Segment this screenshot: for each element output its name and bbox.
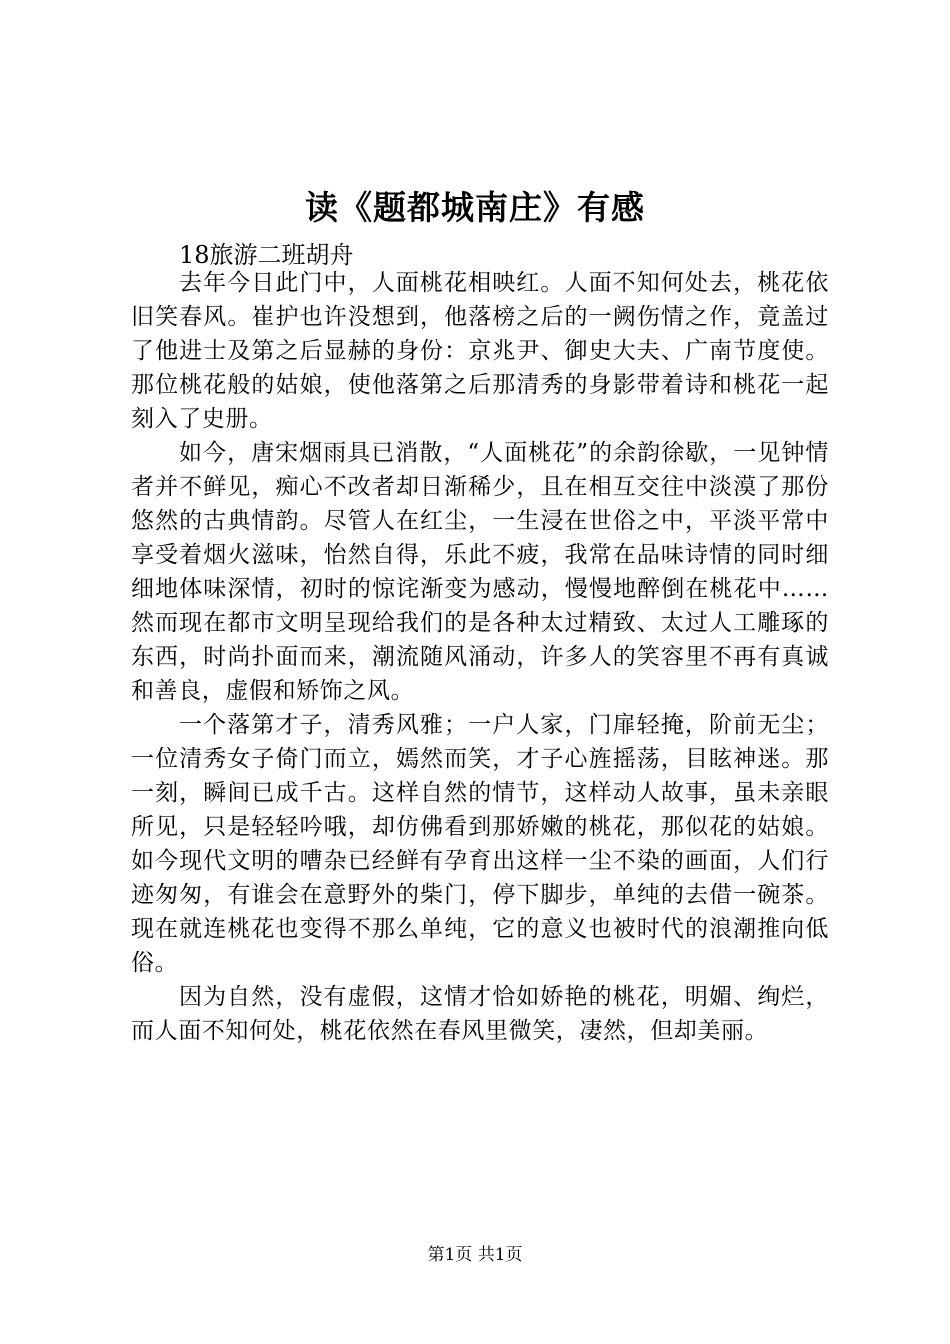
paragraph-4: 因为自然，没有虚假，这情才恰如娇艳的桃花，明媚、绚烂，而人面不知何处，桃花依然在春风里微笑，凄然，但却美丽。 bbox=[131, 984, 829, 1044]
paragraph-3: 一个落第才子，清秀风雅；一户人家，门扉轻掩，阶前无尘；一位清秀女子倚门而立，嫣然而笑，才子心旌摇荡，目眩神迷。那一刻，瞬间已成千古。这样自然的情节，这样动人故事，虽未亲眼所见，只是轻轻吟哦，却仿佛看到那娇嫩的桃花，那似花的姑娘。如今现代文明的嘈杂已经鲜有孕育出这样一尘不染的画面，人们行迹匆匆，有谁会在意野外的柴门，停下脚步，单纯的去借一碗茶。现在就连桃花也变得不那么单纯，它的意义也被时代的浪潮推向低俗。 bbox=[131, 712, 829, 976]
document-title: 读《题都城南庄》有感 bbox=[305, 188, 645, 227]
page-footer: 第1页 共1页 bbox=[427, 1245, 523, 1265]
document-body bbox=[131, 266, 829, 1048]
author-line: 18旅游二班胡舟 bbox=[179, 241, 354, 269]
paragraph-1: 去年今日此门中，人面桃花相映红。人面不知何处去，桃花依旧笑春风。崔护也许没想到，他落榜之后的一阙伤情之作，竟盖过了他进士及第之后显赫的身份：京兆尹、御史大夫、广南节度使。那位桃花般的姑娘，使他落第之后那清秀的身影带着诗和桃花一起刻入了史册。 bbox=[131, 270, 829, 432]
paragraph-2: 如今，唐宋烟雨具已消散，“人面桃花”的余韵徐歇，一见钟情者并不鲜见，痴心不改者却日渐稀少，且在相互交往中淡漠了那份悠然的古典情韵。尽管人在红尘，一生浸在世俗之中，平淡平常中享受着烟火滋味，怡然自得，乐此不疲，我常在品味诗情的同时细细地体味深情，初时的惊诧渐变为感动，慢慢地醉倒在桃花中……然而现在都市文明呈现给我们的是各种太过精致、太过人工雕琢的东西，时尚扑面而来，潮流随风涌动，许多人的笑容里不再有真诚和善良，虚假和矫饰之风。 bbox=[131, 440, 829, 704]
